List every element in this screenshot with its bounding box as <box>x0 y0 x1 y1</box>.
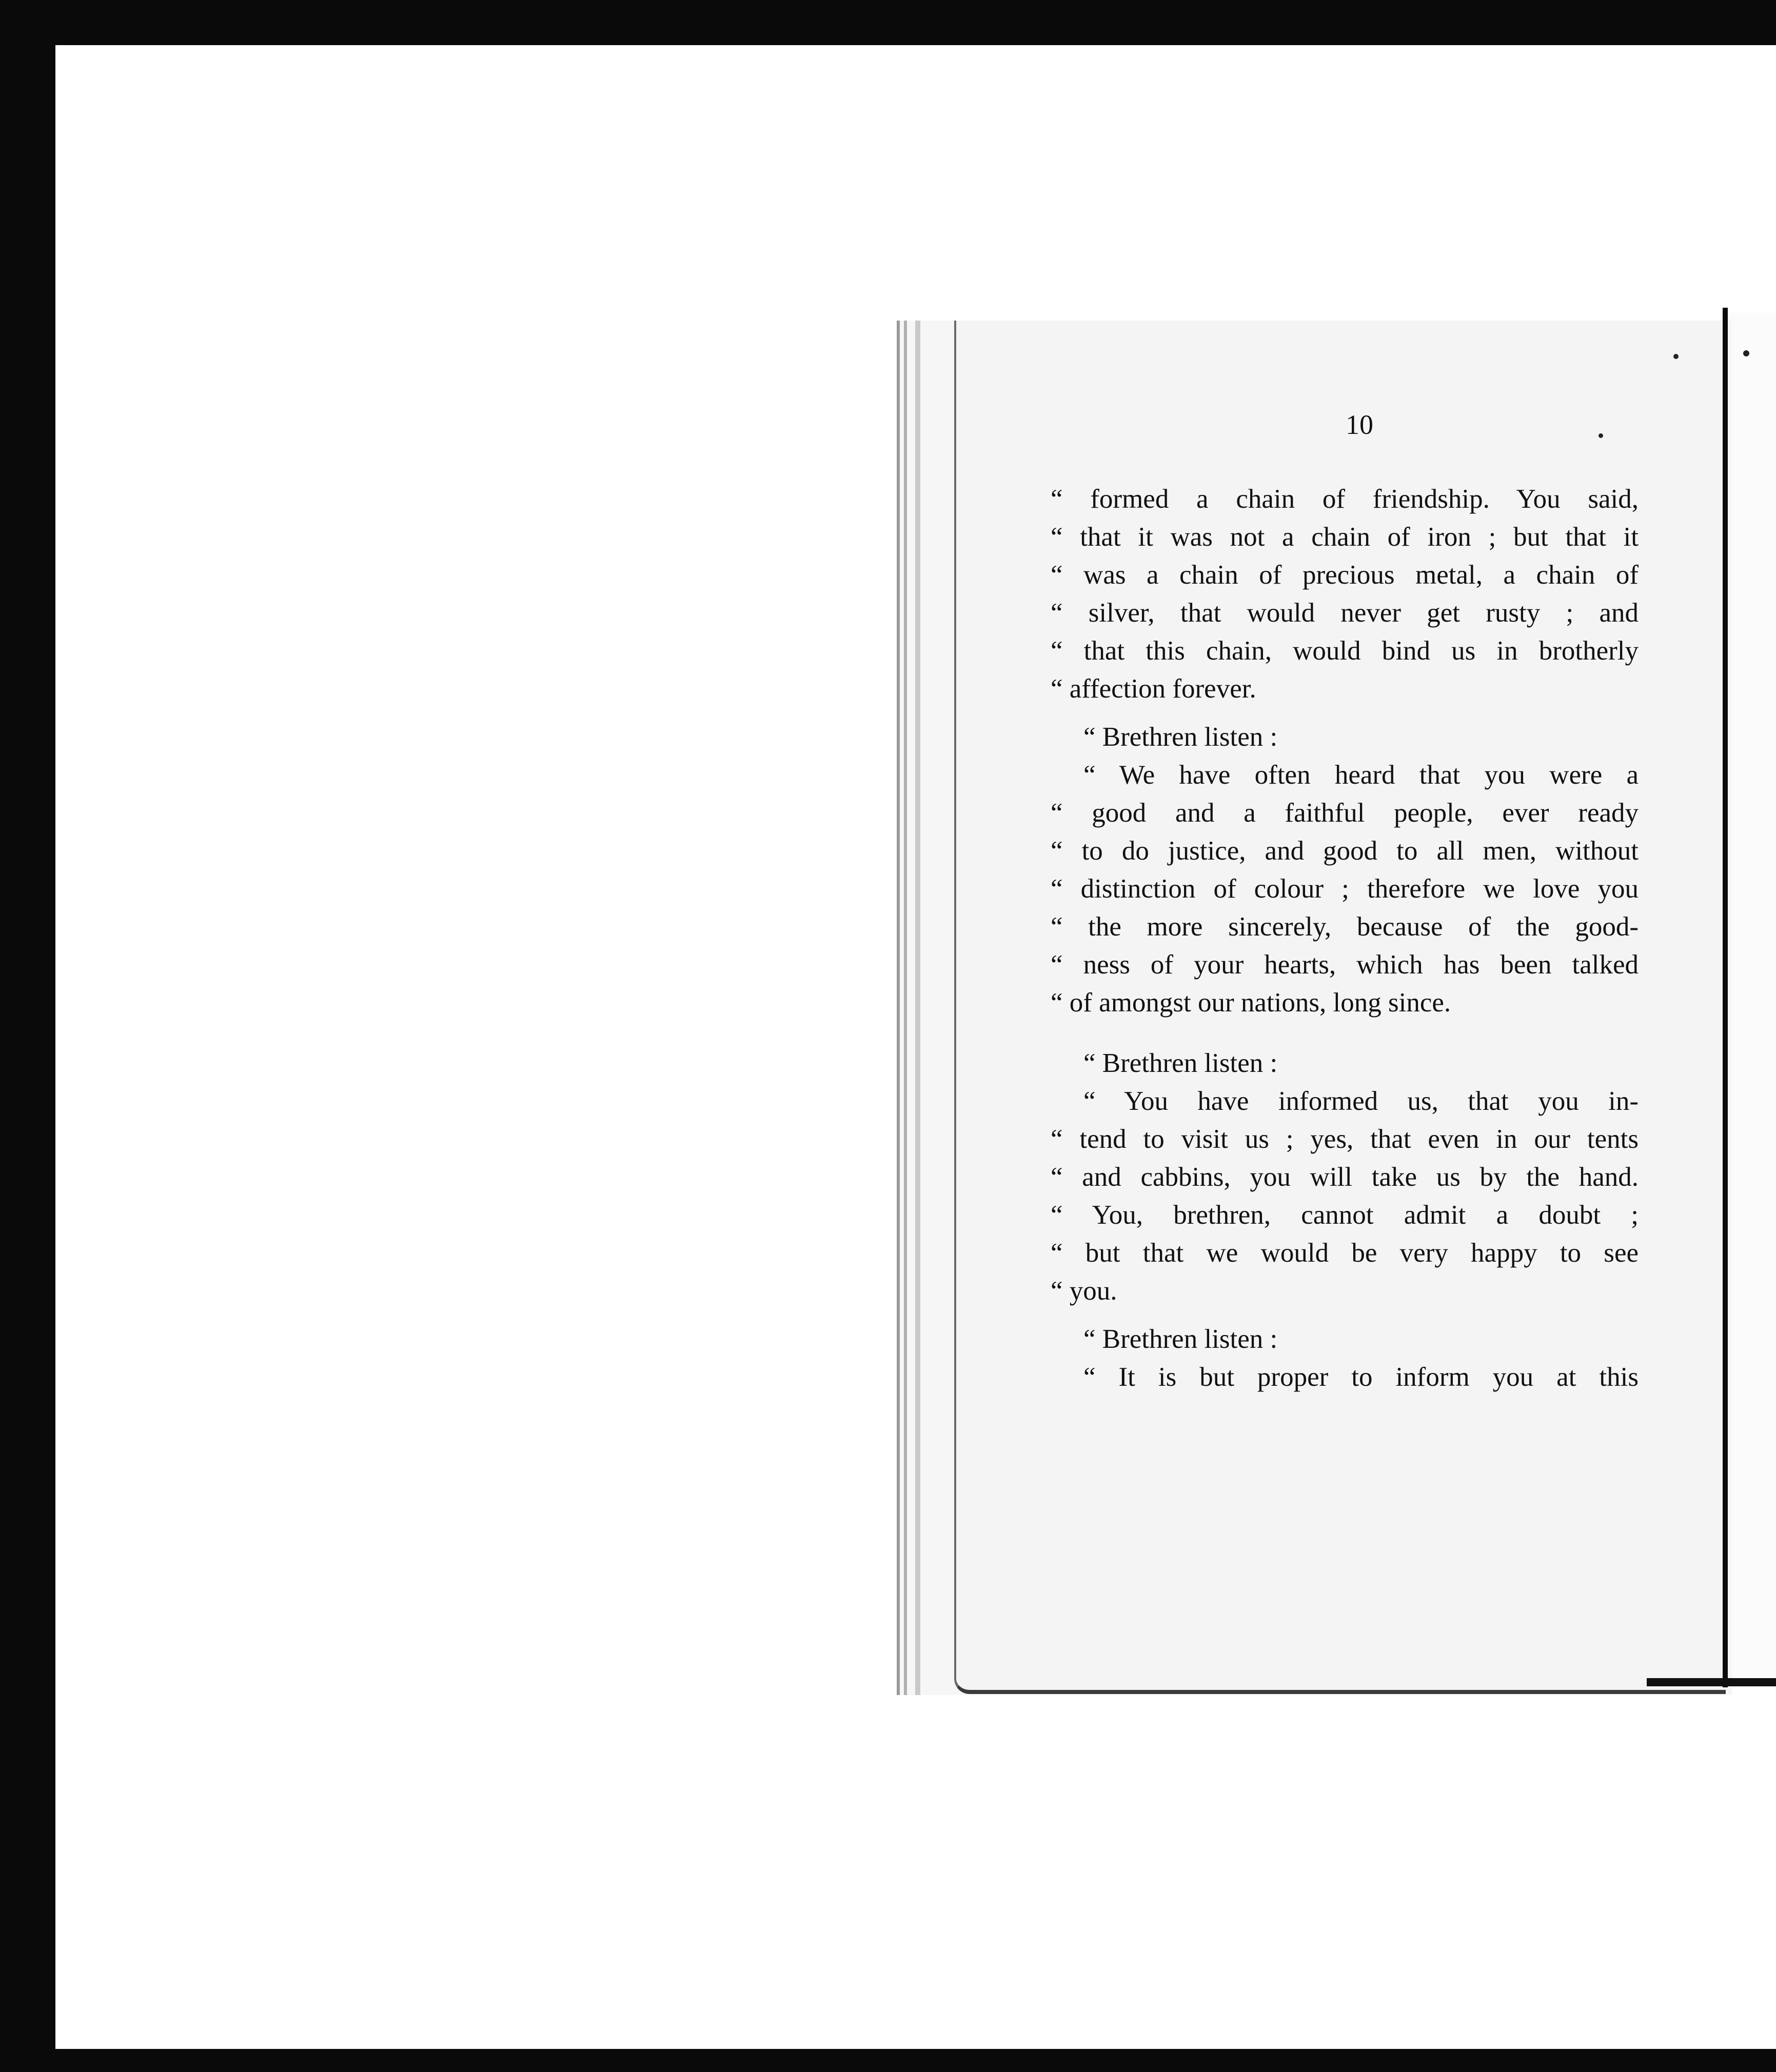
text-line: “ the more sincerely, because of the good- <box>1051 912 1639 942</box>
text-line: “ you. <box>1051 1276 1117 1306</box>
page-number: 10 <box>1346 409 1373 440</box>
text-line: “ was a chain of precious metal, a chain of <box>1051 560 1639 590</box>
text-line: “ tend to visit us ; yes, that even in our tents <box>1051 1124 1639 1154</box>
scanner-border-left <box>0 0 55 2072</box>
section-heading: “ Brethren listen : <box>1083 722 1278 752</box>
text-line: “ We have often heard that you were a <box>1083 760 1639 790</box>
section-heading: “ Brethren listen : <box>1083 1324 1278 1354</box>
facing-page-edge <box>1728 313 1776 1677</box>
text-line: “ good and a faithful people, ever ready <box>1051 798 1639 828</box>
scanner-border-top <box>0 0 1776 45</box>
text-line: “ that it was not a chain of iron ; but that it <box>1051 522 1639 552</box>
text-line: “ distinction of colour ; therefore we love you <box>1051 874 1639 904</box>
text-line: “ of amongst our nations, long since. <box>1051 988 1451 1018</box>
text-line: “ formed a chain of friendship. You said, <box>1051 484 1639 514</box>
gutter-shadow <box>1647 1678 1776 1686</box>
text-line: “ ness of your hearts, which has been talked <box>1051 950 1639 980</box>
text-line: “ but that we would be very happy to see <box>1051 1238 1639 1268</box>
section-heading: “ Brethren listen : <box>1083 1048 1278 1078</box>
scanner-border-gap <box>55 2045 1776 2049</box>
text-line: “ to do justice, and good to all men, without <box>1051 836 1639 866</box>
dust-speck <box>1673 354 1679 359</box>
book-gutter-line <box>1723 308 1728 1687</box>
text-line: “ that this chain, would bind us in brotherly <box>1051 636 1639 666</box>
text-line: “ silver, that would never get rusty ; and <box>1051 598 1639 628</box>
text-line: “ It is but proper to inform you at this <box>1083 1362 1639 1392</box>
dust-speck <box>1743 350 1749 356</box>
scanner-border-bottom <box>0 2049 1776 2072</box>
text-line: “ You have informed us, that you in- <box>1083 1086 1639 1116</box>
text-line: “ and cabbins, you will take us by the hand. <box>1051 1162 1639 1192</box>
text-line: “ affection forever. <box>1051 674 1256 704</box>
text-line: “ You, brethren, cannot admit a doubt ; <box>1051 1200 1639 1230</box>
dust-speck <box>1599 433 1603 438</box>
body-text <box>1051 480 1639 1396</box>
